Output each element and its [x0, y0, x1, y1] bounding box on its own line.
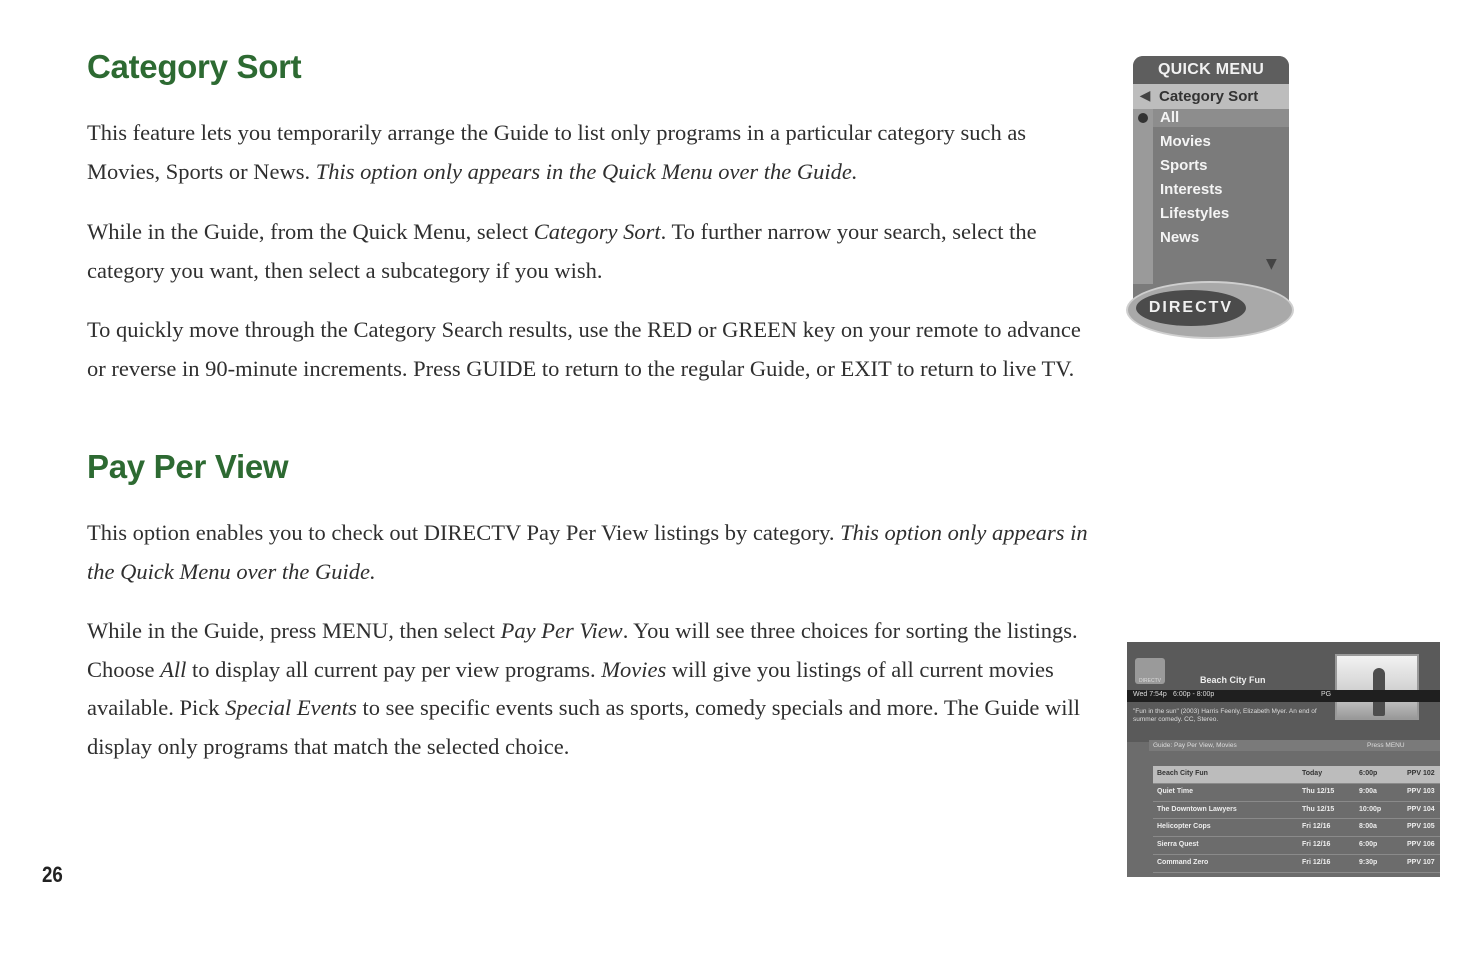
listing-time: 6:00p	[1359, 841, 1378, 849]
italic-text: Special Events	[225, 695, 357, 721]
text-run: This feature lets you temporarily arrange the Guide to list only programs in a particular category such as Movies, Sports or News.	[87, 120, 1027, 184]
listing-date: Thu 12/15	[1302, 805, 1335, 813]
text-run: will give you listings of all current movies available. Pick	[87, 656, 1054, 721]
guide-listing-row	[1153, 855, 1440, 873]
text-run: While in the Guide, press MENU, then select	[87, 618, 501, 643]
guide-listings	[1153, 766, 1440, 873]
listing-channel: PPV 103	[1407, 787, 1435, 795]
page-number: 26	[42, 862, 63, 887]
guide-time-slot: 6:00p - 8:00p	[1173, 691, 1215, 698]
listing-channel: PPV 105	[1407, 823, 1435, 831]
listing-channel: PPV 104	[1407, 805, 1435, 813]
italic-text: This option only appears in the Quick Menu over the Guide.	[87, 520, 1088, 584]
guide-caption: Guide: Pay Per View, Movies	[1153, 742, 1237, 749]
listing-time: 8:00a	[1359, 823, 1377, 831]
listing-date: Thu 12/15	[1302, 787, 1335, 795]
quick-menu-item: News	[1160, 229, 1200, 246]
heading-category-sort: Category Sort	[87, 48, 302, 85]
listing-time: 9:00a	[1359, 787, 1377, 795]
quick-menu-item: Interests	[1160, 181, 1223, 198]
heading-pay-per-view: Pay Per View	[87, 448, 289, 485]
left-arrow-icon: ◀	[1139, 88, 1151, 104]
listing-date: Fri 12/16	[1302, 841, 1331, 849]
listing-title: The Downtown Lawyers	[1157, 805, 1237, 813]
listing-title: Command Zero	[1157, 858, 1209, 866]
paragraph	[87, 612, 1097, 766]
quick-menu-item: All	[1160, 109, 1180, 126]
guide-listing-row	[1153, 802, 1440, 820]
text-run: To quickly move through the Category Search results, use the RED or GREEN key on your remote to advance or reverse in 90-minute increments. Press GUIDE to return to the regular Guide, or EXIT to return to live TV.	[87, 317, 1081, 381]
text-run: to display all current pay per view programs.	[186, 656, 602, 682]
listing-date: Fri 12/16	[1302, 858, 1331, 866]
guide-press-hint: Press MENU	[1367, 742, 1405, 749]
listing-date: Fri 12/16	[1302, 823, 1331, 831]
listing-title: Quiet Time	[1157, 787, 1194, 795]
down-arrow-icon: ▼	[1266, 256, 1277, 272]
listing-channel: PPV 107	[1407, 858, 1435, 866]
quick-menu-title: QUICK MENU	[1133, 56, 1289, 84]
paragraph	[87, 311, 1097, 388]
listing-channel: PPV 102	[1407, 770, 1435, 777]
italic-text: Movies	[601, 656, 667, 682]
text-run: This option enables you to check out DIRECTV Pay Per View listings by category.	[87, 520, 841, 545]
listing-time: 10:00p	[1359, 805, 1382, 813]
quick-menu-item: Movies	[1160, 133, 1211, 150]
listing-time: 6:00p	[1359, 770, 1378, 777]
guide-screen-illustration	[1127, 642, 1440, 877]
guide-listing-row	[1153, 819, 1440, 837]
italic-text: This option only appears in the Quick Menu over the Guide.	[315, 158, 858, 184]
guide-description: "Fun in the sun" (2003) Harris Feenly, Elizabeth Myer. An end of summer comedy. CC, Stereo.	[1133, 708, 1317, 723]
guide-listing-row	[1153, 766, 1440, 784]
guide-listing-row	[1153, 837, 1440, 855]
paragraph	[87, 514, 1097, 591]
bullet-icon	[1138, 113, 1148, 123]
paragraph	[87, 213, 1097, 290]
listing-time: 9:30p	[1359, 858, 1378, 866]
guide-rating: PG	[1321, 691, 1332, 698]
quick-menu-item: Lifestyles	[1160, 205, 1230, 222]
guide-listing-row	[1153, 784, 1440, 802]
paragraph	[87, 114, 1097, 191]
italic-text: Pay Per View	[500, 618, 623, 643]
guide-program-title: Beach City Fun	[1200, 675, 1266, 685]
listing-date: Today	[1302, 770, 1323, 777]
quick-menu-selected-label: Category Sort	[1159, 88, 1259, 105]
quick-menu-illustration	[1126, 56, 1296, 341]
text-run: to see specific events such as sports, comedy specials and more. The Guide will display only programs that match the selected choice.	[87, 695, 1081, 759]
directv-logo: DIRECTV	[1136, 290, 1246, 326]
listing-title: Helicopter Cops	[1157, 823, 1211, 831]
listing-title: Sierra Quest	[1157, 841, 1199, 849]
guide-current-time: Wed 7:54p	[1133, 691, 1167, 698]
quick-menu-side-strip	[1133, 109, 1153, 284]
text-run: . You will see three choices for sorting the listings. Choose	[87, 618, 1078, 682]
directv-logo: DIRECTV	[1135, 658, 1165, 684]
italic-text: All	[160, 656, 187, 682]
listing-title: Beach City Fun	[1157, 770, 1208, 777]
italic-text: Category Sort	[533, 219, 661, 244]
quick-menu-item: Sports	[1160, 157, 1208, 174]
listing-channel: PPV 106	[1407, 841, 1435, 849]
text-run: While in the Guide, from the Quick Menu, select	[87, 219, 534, 244]
text-run: . To further narrow your search, select the category you want, then select a subcategory if you wish.	[87, 219, 1037, 283]
